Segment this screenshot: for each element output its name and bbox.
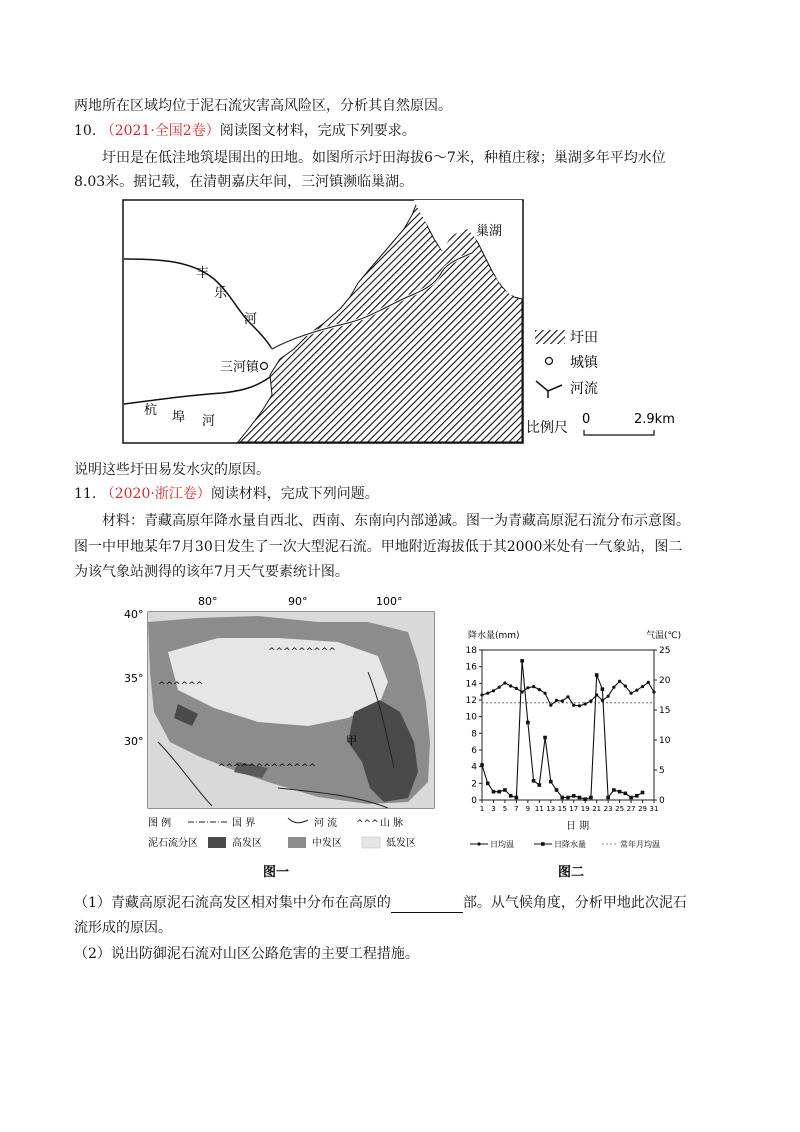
precip-point: [635, 794, 639, 798]
temp-point: [612, 686, 615, 689]
precip-point: [601, 687, 605, 691]
temp-point: [607, 695, 610, 698]
question-11-number: 11.: [74, 486, 97, 502]
x-tick-label: 1: [479, 805, 485, 813]
x-tick-label: 9: [525, 805, 531, 813]
legend-low-swatch: [362, 837, 380, 848]
question-10-ask: 说明这些圩田易发水灾的原因。: [74, 462, 270, 478]
legend-temp-label: 日均温: [490, 840, 514, 849]
river-label-bu: 埠: [172, 410, 186, 425]
x-tick-label: 5: [502, 805, 508, 813]
scale-zero: 0: [582, 412, 591, 427]
temp-point: [538, 688, 541, 691]
temp-point: [618, 680, 621, 683]
chart-xlabel: 日 期: [566, 821, 590, 832]
lat-30-label: 30°: [124, 735, 144, 748]
chart-frame: [482, 650, 654, 800]
town-marker: [261, 363, 268, 370]
figure-2-caption: 图二: [558, 865, 585, 880]
legend-river-line: [288, 818, 308, 823]
temp-point: [589, 699, 592, 702]
legend-precip-label: 日降水量: [554, 840, 586, 849]
precip-point: [532, 779, 536, 783]
precip-point: [480, 763, 484, 767]
precip-point: [618, 790, 622, 794]
river-label-hang-he: 河: [202, 414, 216, 429]
town-label: 三河镇: [220, 360, 260, 375]
precip-point: [549, 780, 553, 784]
y-left-tick-label: 14: [465, 679, 477, 690]
precip-point: [555, 788, 559, 792]
precip-point: [526, 721, 530, 725]
x-tick-label: 19: [580, 805, 590, 813]
fig1-legend-border: 国 界: [232, 818, 256, 829]
question-11-part-1-c: 流形成的原因。: [74, 920, 172, 936]
mountain-himalaya: ^^^^^^^^^^^^^: [218, 763, 317, 773]
lat-40-label: 40°: [124, 608, 144, 621]
question-10-material-2: 8.03米。据记载，在清朝嘉庆年间，三河镇濒临巢湖。: [74, 174, 414, 190]
y-right-tick-label: 5: [659, 766, 665, 776]
precip-point: [595, 673, 599, 677]
fig1-legend-title: 图 例: [148, 818, 172, 829]
river-label-he: 河: [244, 312, 258, 327]
legend-river-icon: [536, 381, 562, 398]
precip-point: [543, 736, 547, 740]
precip-point: [566, 796, 570, 800]
figure-1-caption: 图一: [263, 865, 290, 880]
temp-point: [652, 690, 655, 693]
question-10-number: 10.: [74, 123, 97, 139]
river-label-le: 乐: [214, 286, 228, 301]
precip-point: [624, 792, 628, 796]
precip-point: [606, 796, 610, 800]
polder-map: [122, 199, 688, 445]
temp-point: [555, 699, 558, 702]
x-tick-label: 7: [514, 805, 519, 813]
legend-temp-marker: [477, 842, 480, 845]
scale-label: 比例尺: [526, 420, 568, 436]
question-11-header: [74, 484, 379, 504]
x-tick-label: 25: [615, 805, 625, 813]
precip-point: [641, 791, 645, 795]
precip-point: [492, 790, 496, 794]
y-left-tick-label: 18: [465, 646, 477, 656]
question-11-source: （2020·浙江卷）: [100, 486, 211, 502]
question-11-material-3: 为该气象站测得的该年7月天气要素统计图。: [74, 564, 349, 580]
x-tick-label: 29: [638, 805, 647, 813]
precip-point: [520, 659, 524, 663]
river-label-feng: 丰: [196, 266, 210, 281]
mountain-kunlun: ^^^^^^^^^: [268, 647, 336, 657]
question-11-part-2: （2）说出防御泥石流对山区公路危害的主要工程措施。: [74, 946, 419, 962]
temp-point: [635, 689, 638, 692]
y-right-tick-label: 15: [659, 706, 671, 716]
precip-point: [583, 797, 587, 801]
x-tick-label: 3: [491, 805, 496, 813]
precip-point: [589, 796, 593, 800]
fig1-legend-river: 河 流: [314, 818, 338, 829]
precip-point: [515, 796, 519, 800]
y-left-tick-label: 2: [471, 779, 477, 790]
temp-point: [561, 699, 564, 702]
y-left-tick-label: 10: [465, 712, 477, 723]
precip-point: [503, 788, 507, 792]
temp-point: [641, 685, 644, 688]
chart-ylabel-left: 降水量(mm): [468, 631, 520, 641]
temp-point: [503, 681, 506, 684]
scale-distance: 2.9km: [634, 412, 675, 427]
temp-point: [647, 681, 650, 684]
legend-ref-label: 常年月均温: [620, 840, 660, 849]
temp-point: [549, 704, 552, 707]
precip-point: [486, 782, 490, 786]
temp-point: [578, 704, 581, 707]
x-tick-label: 21: [592, 805, 602, 813]
temp-point: [532, 685, 535, 688]
legend-mountain-symbol: ^^^: [356, 819, 379, 829]
question-10-header: [74, 121, 416, 141]
y-left-tick-label: 16: [465, 662, 477, 673]
fig1-legend-mid: 中发区: [312, 838, 342, 849]
lon-90-label: 90°: [288, 595, 308, 608]
question-10-instruction: 阅读图文材料，完成下列要求。: [219, 123, 416, 139]
temp-point: [515, 687, 518, 690]
temp-point: [624, 684, 627, 687]
y-left-tick-label: 8: [471, 729, 477, 740]
chart-ylabel-right: 气温(℃): [646, 631, 682, 641]
legend-polder-swatch: [535, 330, 565, 344]
question-11-part-1: [74, 893, 687, 913]
series-line-temp: [482, 681, 654, 706]
lon-100-label: 100°: [376, 595, 403, 608]
y-left-tick-label: 0: [471, 796, 477, 806]
temp-point: [543, 692, 546, 695]
legend-polder-label: 圩田: [570, 330, 598, 346]
prev-question-text: 两地所在区域均位于泥石流灾害高风险区，分析其自然原因。: [74, 98, 452, 114]
x-tick-label: 23: [603, 805, 613, 813]
y-right-tick-label: 0: [659, 796, 665, 806]
y-left-tick-label: 6: [471, 746, 477, 756]
x-tick-label: 27: [626, 805, 636, 813]
y-right-tick-label: 25: [659, 646, 671, 656]
question-11-material-1: 材料：青藏高原年降水量自西北、西南、东南向内部递减。图一为青藏高原泥石流分布示意图。: [102, 513, 690, 529]
question-11-part-1-a: （1）青藏高原泥石流高发区相对集中分布在高原的: [74, 895, 391, 911]
lake-label: 巢湖: [476, 224, 503, 239]
x-tick-label: 31: [649, 805, 659, 813]
temp-point: [498, 686, 501, 689]
question-11-instruction: 阅读材料，完成下列问题。: [210, 486, 379, 502]
lat-35-label: 35°: [124, 672, 144, 685]
figure-1-map: [118, 592, 448, 882]
lon-80-label: 80°: [198, 595, 218, 608]
question-11-material-2: 图一中甲地某年7月30日发生了一次大型泥石流。甲地附近海拔低于其2000米处有一气象站，图二: [74, 539, 683, 555]
legend-town-marker: [546, 358, 553, 365]
precip-point: [538, 783, 542, 787]
temp-point: [572, 704, 575, 707]
precip-point: [509, 794, 513, 798]
temp-point: [566, 695, 569, 698]
temp-point: [486, 692, 489, 695]
jia-place-label: 甲: [346, 734, 357, 747]
temp-point: [629, 692, 632, 695]
question-10-source: （2021·全国2卷）: [100, 123, 220, 139]
precip-point: [578, 796, 582, 800]
legend-town-label: 城镇: [570, 355, 598, 371]
fig1-legend-mountain: 山 脉: [380, 818, 404, 829]
x-tick-label: 15: [557, 805, 567, 813]
precip-point: [629, 796, 633, 800]
question-10-material-1: 圩田是在低洼地筑堤围出的田地。如图所示圩田海拔6～7米，种植庄稼；巢湖多年平均水位: [102, 150, 666, 166]
temp-point: [492, 689, 495, 692]
x-tick-label: 11: [534, 805, 544, 813]
precip-point: [612, 788, 616, 792]
fig1-legend-high: 高发区: [232, 838, 262, 849]
mountain-west: ^^^^^^: [158, 681, 204, 691]
temp-point: [584, 702, 587, 705]
legend-river-label: 河流: [570, 381, 598, 397]
y-right-tick-label: 20: [659, 676, 671, 686]
figure-2-chart: [458, 622, 698, 882]
question-11-part-1-b: 部。从气候角度，分析甲地此次泥石: [462, 895, 687, 911]
precip-point: [560, 796, 564, 800]
x-tick-label: 13: [546, 805, 556, 813]
temp-point: [526, 686, 529, 689]
river-label-hang: 杭: [144, 403, 158, 418]
y-left-tick-label: 4: [471, 762, 477, 773]
y-right-tick-label: 10: [659, 736, 671, 746]
legend-high-swatch: [208, 837, 226, 848]
x-tick-label: 17: [569, 805, 579, 813]
fig1-legend-zone: 泥石流分区: [148, 838, 198, 849]
y-left-tick-label: 12: [465, 696, 477, 706]
temp-point: [480, 693, 483, 696]
temp-point: [509, 684, 512, 687]
precip-point: [497, 790, 501, 794]
precip-point: [572, 794, 576, 798]
fig1-legend-low: 低发区: [386, 838, 416, 849]
answer-blank[interactable]: [391, 898, 463, 913]
legend-mid-swatch: [288, 837, 306, 848]
scale-bar: [584, 430, 654, 435]
legend-precip-marker: [541, 842, 545, 846]
